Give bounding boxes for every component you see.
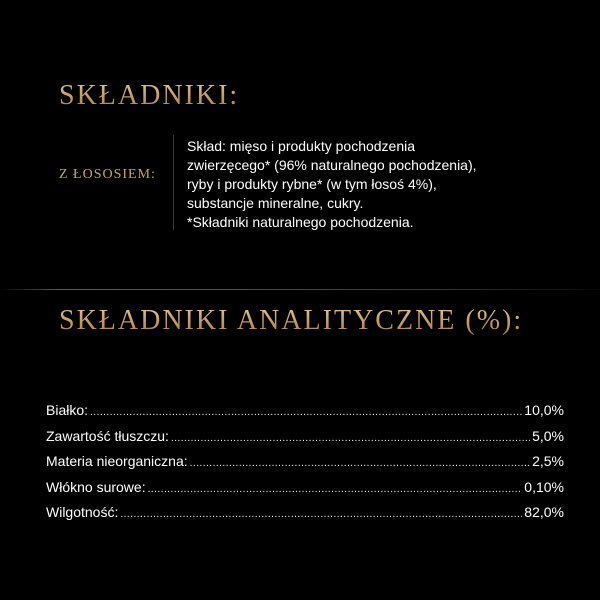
analysis-label: Wilgotność: <box>46 504 119 520</box>
dot-leader <box>90 407 522 418</box>
dot-leader <box>171 433 530 444</box>
ingredients-line: zwierzęcego* (96% naturalnego pochodzenia), <box>187 157 477 173</box>
analysis-value: 2,5% <box>532 453 564 469</box>
analysis-label: Białko: <box>46 402 89 418</box>
ingredients-line: substancje mineralne, cukry. <box>187 195 364 211</box>
analysis-label: Materia nieorganiczna: <box>46 453 188 469</box>
variant-label: Z ŁOSOSIEM: <box>59 167 156 182</box>
analysis-table <box>46 402 564 530</box>
ingredients-line: Skład: mięso i produkty pochodzenia <box>187 138 416 154</box>
analysis-row-fibre <box>46 479 564 505</box>
dot-leader <box>148 484 523 495</box>
vertical-divider <box>173 135 174 230</box>
analysis-value: 82,0% <box>524 504 564 520</box>
section-divider <box>0 289 600 290</box>
analysis-row-protein <box>46 402 564 428</box>
ingredients-text <box>187 137 547 232</box>
dot-leader <box>120 509 522 520</box>
analysis-label: Zawartość tłuszczu: <box>46 427 169 444</box>
analysis-row-moisture <box>46 504 564 530</box>
analysis-value: 10,0% <box>524 402 564 418</box>
ingredients-footnote: *Składniki naturalnego pochodzenia. <box>187 214 414 230</box>
analysis-value: 0,10% <box>524 478 564 495</box>
dot-leader <box>190 458 530 469</box>
analysis-heading: SKŁADNIKI ANALITYCZNE (%): <box>59 305 524 336</box>
ingredients-line: ryby i produkty rybne* (w tym łosoś 4%), <box>187 176 437 192</box>
analysis-value: 5,0% <box>532 427 564 444</box>
analysis-label: Włókno surowe: <box>46 478 146 495</box>
ingredients-heading: SKŁADNIKI: <box>59 80 240 111</box>
analysis-row-fat <box>46 428 564 454</box>
analysis-row-ash <box>46 453 564 479</box>
